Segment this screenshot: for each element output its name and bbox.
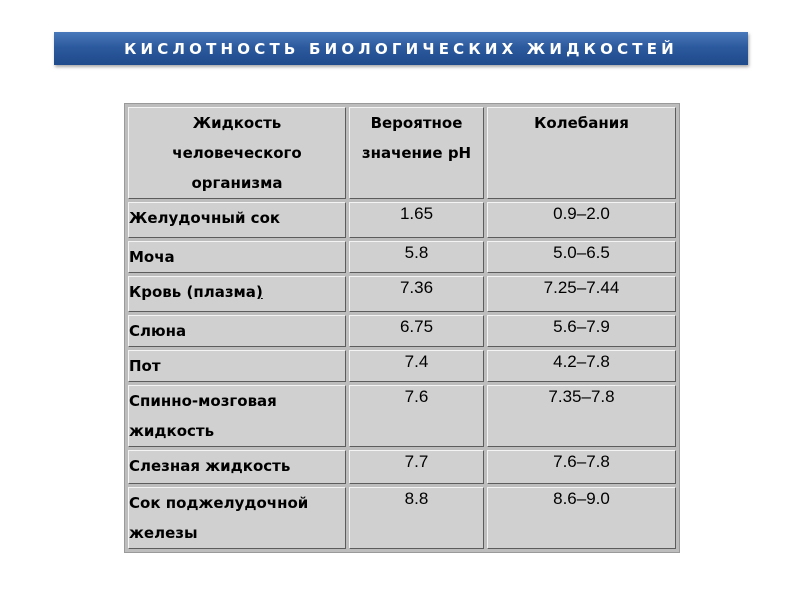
cell-fluid: Моча [128, 241, 346, 273]
cell-range: 7.35–7.8 [487, 385, 676, 447]
cell-ph: 1.65 [349, 202, 484, 238]
cell-ph: 7.4 [349, 350, 484, 382]
cell-fluid-line: Спинно-мозговая [129, 392, 277, 410]
header-ph [349, 107, 484, 199]
cell-ph: 5.8 [349, 241, 484, 273]
title-banner [54, 32, 748, 65]
header-fluid-line: организма [191, 174, 283, 192]
header-fluid-line: человеческого [172, 144, 302, 162]
cell-ph: 7.36 [349, 276, 484, 312]
cell-range: 0.9–2.0 [487, 202, 676, 238]
cell-range: 4.2–7.8 [487, 350, 676, 382]
cell-ph: 7.7 [349, 450, 484, 484]
cell-fluid [128, 276, 346, 312]
table-row [128, 487, 676, 549]
table-header-row [128, 107, 676, 199]
table-row [128, 385, 676, 447]
cell-range: 8.6–9.0 [487, 487, 676, 549]
cell-ph: 6.75 [349, 315, 484, 347]
cell-ph: 8.8 [349, 487, 484, 549]
table-row [128, 202, 676, 238]
header-range [487, 107, 676, 199]
table-row [128, 315, 676, 347]
page-title: КИСЛОТНОСТЬ БИОЛОГИЧЕСКИХ ЖИДКОСТЕЙ [124, 39, 678, 58]
table-row [128, 276, 676, 312]
cell-range: 7.25–7.44 [487, 276, 676, 312]
cell-fluid: Пот [128, 350, 346, 382]
cell-fluid-paren: ) [255, 283, 263, 301]
header-fluid [128, 107, 346, 199]
header-ph-line: Вероятное [370, 114, 463, 132]
ph-table [124, 103, 680, 553]
cell-fluid [128, 487, 346, 549]
cell-range: 5.6–7.9 [487, 315, 676, 347]
cell-fluid-line: Сок поджелудочной [129, 494, 309, 512]
table-row [128, 450, 676, 484]
table-row [128, 350, 676, 382]
cell-range: 7.6–7.8 [487, 450, 676, 484]
cell-fluid: Слюна [128, 315, 346, 347]
header-fluid-line: Жидкость [192, 114, 282, 132]
cell-ph: 7.6 [349, 385, 484, 447]
cell-fluid-line: жидкость [129, 422, 215, 440]
header-range-line: Колебания [534, 114, 629, 132]
header-ph-line: значение рН [361, 144, 472, 162]
cell-fluid [128, 385, 346, 447]
cell-range: 5.0–6.5 [487, 241, 676, 273]
cell-fluid: Желудочный сок [128, 202, 346, 238]
cell-fluid-line: железы [129, 524, 198, 542]
table-row [128, 241, 676, 273]
cell-fluid-text: Кровь (плазма [129, 283, 256, 301]
cell-fluid: Слезная жидкость [128, 450, 346, 484]
